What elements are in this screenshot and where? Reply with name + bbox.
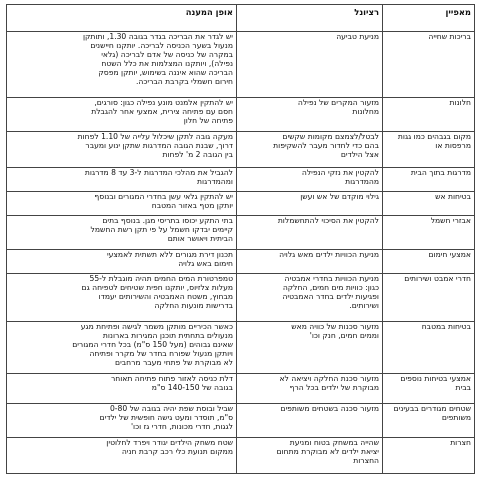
table-row (7, 274, 475, 322)
row-rationale: מזעור סכנה בשטחים משותפים (237, 404, 383, 438)
row-solution: דלת כניסה לאזור פתוח פתיחה תאוחר בגובה של 140-150 ס"מ (7, 374, 237, 404)
row-feature: מדרגות בתוך הבית (383, 168, 475, 192)
row-rationale: גילוי מוקדם של אש ועשן (237, 192, 383, 216)
row-solution: להגביל את מהלכי המדרגות ל-3 עד 8 מדרגות ומהמדרגות (7, 168, 237, 192)
table-row (7, 438, 475, 474)
table-row (7, 374, 475, 404)
row-rationale: מניעת הכוויות בחדרי אמבטיה כגון: כוויות מים חמים, החלקה ופגיעות ילדים בחדר האמבטיה ושירותים. (237, 274, 383, 322)
table-row (7, 32, 475, 98)
table-row (7, 192, 475, 216)
header-solution: אופן המענה (7, 5, 237, 32)
table-row (7, 250, 475, 274)
row-solution: שביל ובוסת שפת יהיה בגובה של 0-80 ס"מ, תוסדר ומעט גישה חופשית של ילדים לגגות, חדרי מכונות, חדרי גז וכו' (7, 404, 237, 438)
row-feature: בריכות שחייה (383, 32, 475, 98)
table-row (7, 404, 475, 438)
row-rationale: מניעת טביעה (237, 32, 383, 98)
row-rationale: לבטל/לצמצם מקומות שקשים בהם כדי לחדור מעבר להשקיפות אצל הילדים (237, 132, 383, 168)
table-row (7, 132, 475, 168)
row-rationale: מזעור המקרים של נפילה מחלונות (237, 98, 383, 132)
row-solution: מעקה גובה לתקן שיכלול עלייה של 1.10 לפחות דרוך, שבנת הגובה המדרגות שתקן ינוע ומעבר בין הגובה 2 מ' לפחות (7, 132, 237, 168)
row-solution: יש להתקין גלאי עשן בחדרי המגורים ובנוסף יותקן מטף באזור המטבח (7, 192, 237, 216)
row-feature: בטיחות אש (383, 192, 475, 216)
table-row (7, 216, 475, 250)
row-rationale: מניעת הכוויות ילדים מאש גלויה (237, 250, 383, 274)
row-solution: יש להתקין אלמנט מונע נפילה כגון: סורגים, חסם עם פתיחה צירית, אמצעי אחר להגבלת פתיחה של חלון (7, 98, 237, 132)
table-row (7, 168, 475, 192)
row-rationale: מזעור סכנת החלקה ויציאה לא מבוקרת של ילדים בכל הרף (237, 374, 383, 404)
row-solution: יש לגדר את הבריכה בגדר בגובה 1.30, ותותקן מנעול בשער הכניסה לבריכה. יותקנו חיישנים במקרה של כניסה של אדם לבריכה (גלאי נפילה), ויותקנו המצלמות את כלל השטח הבריכה שהוא איננה בשימוש, יותקן מפסק חירום חשמלי בקרבת הבריכה. (7, 32, 237, 98)
row-solution: טמפרטורת המים החמים תהיה מוגבלת ל-55 מעלות צלזיוס, יותקנו חפית שטיחים לטפיחה גם מבחוץ, משטח האמבטיה והשירותים יעמדו בדרישות מונעות החלקה (7, 274, 237, 322)
row-feature: מקום בגבהים כמו גגות מרפסות או (383, 132, 475, 168)
row-rationale: להקטין את נזקי הנפילה מהמדרגות (237, 168, 383, 192)
table-row (7, 98, 475, 132)
row-rationale: להקטין את הסיכוי להתחשמלות (237, 216, 383, 250)
header-rationale: רציונל (237, 5, 383, 32)
row-solution: בתי התקע יכוסו בתריסי מגן. בנוסף בתים קיימים יבדקו חשמל על פי תקן רשת החשמל הביתית ויאושר אותם (7, 216, 237, 250)
table-header-row (7, 5, 475, 32)
row-rationale: שהייה במשחק בטוח ומניעת יציאת ילדים לא מבוקרת מתחום החצרות (237, 438, 383, 474)
row-feature: חלונות (383, 98, 475, 132)
row-feature: בטיחות במטבח (383, 322, 475, 374)
row-feature: חדרי אמבט ושירותים (383, 274, 475, 322)
row-feature: אמצעי בטיחות נוספים בבית (383, 374, 475, 404)
row-rationale: מזעור סכנות של כוויה מאש וממים חמים, חנק וכו' (237, 322, 383, 374)
row-feature: שטחים מגודרים בבעינים משותפים (383, 404, 475, 438)
child-safety-table (6, 4, 475, 474)
row-solution: שטח משחק הילדים יגודר ויפרד לחלוטין ממקום תנועת כלי רכב קרבת חניה (7, 438, 237, 474)
row-solution: תכנון דירת מגורים ללא תשתית לאמצעי חימום באש גלויה (7, 250, 237, 274)
row-feature: אמצעי חימום (383, 250, 475, 274)
row-solution: כאשר הכיריים מותקן משמר לגישה ופתיחת מגע מנעולים בתחתית תוכנן המגירות בארונות שאינם גבוהים (מעל 150 ס"מ) בכל חדרי המגורים ויותקן מנעול שפורח בחדר של מקרר ופתיחה לא מבוקרת של פתחי מעבר מרחבים (7, 322, 237, 374)
row-feature: אבזרי חשמל (383, 216, 475, 250)
row-feature: חצרות (383, 438, 475, 474)
header-feature: מאפיין (383, 5, 475, 32)
table-row (7, 322, 475, 374)
